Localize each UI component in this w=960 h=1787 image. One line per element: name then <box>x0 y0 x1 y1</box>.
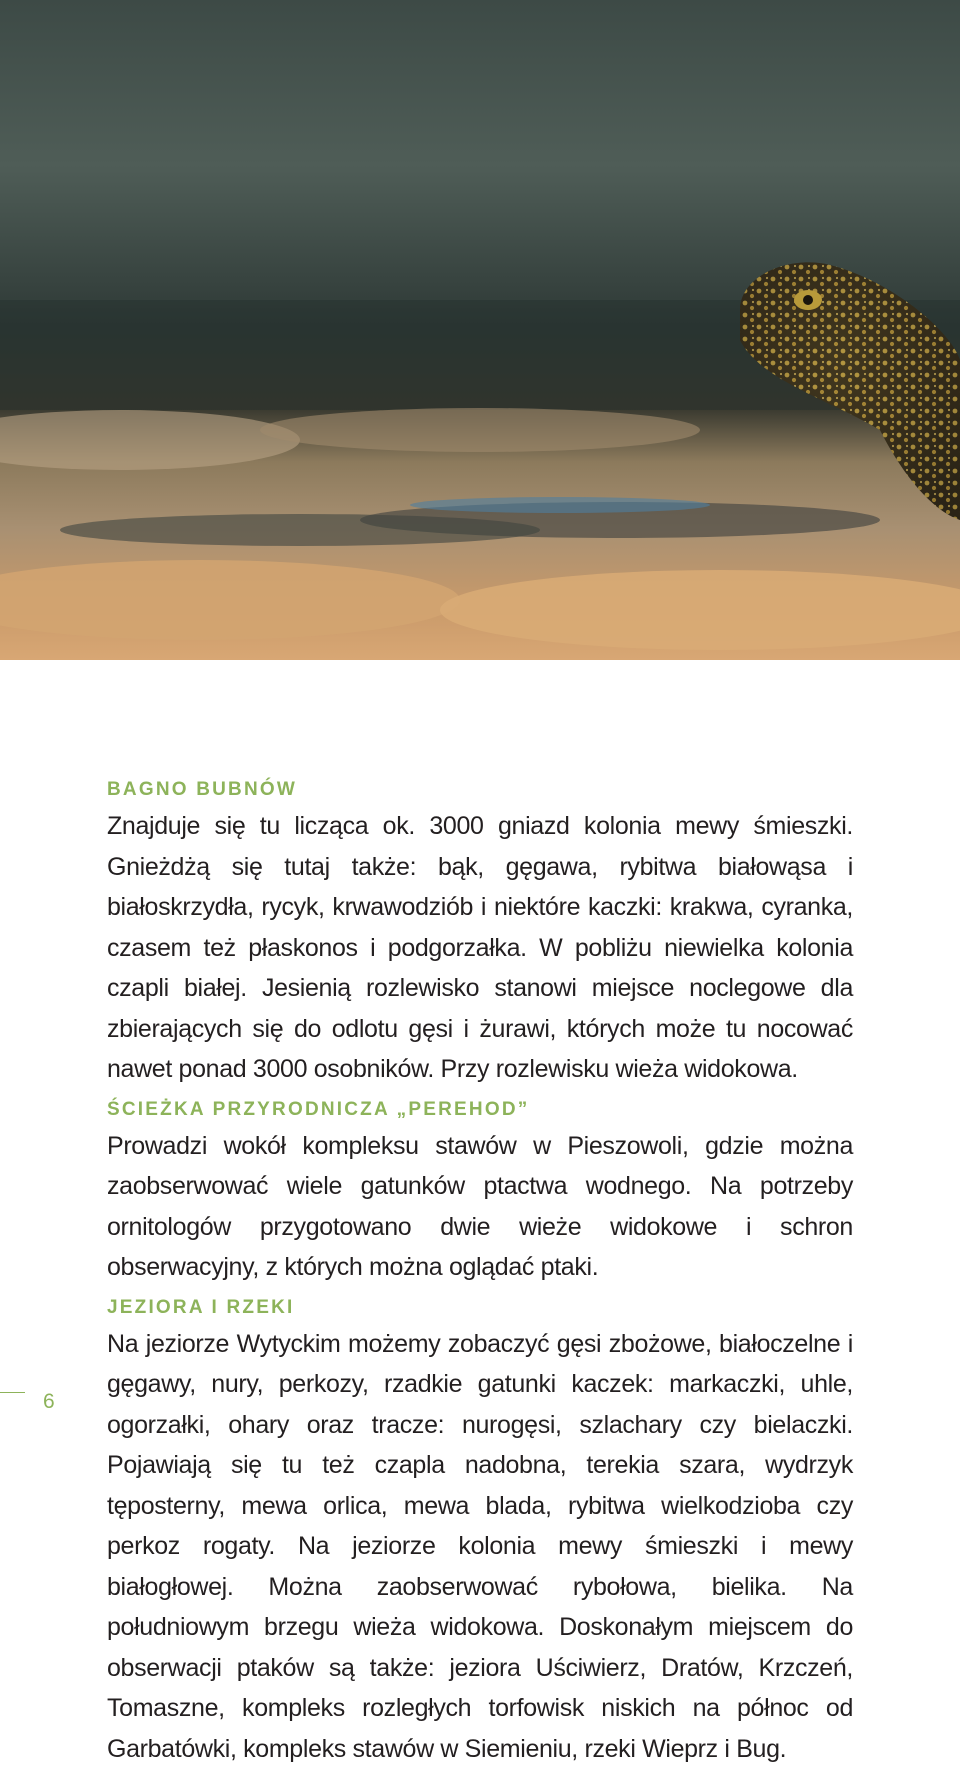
page-number: 6 <box>43 1390 55 1413</box>
section-text-bagno-bubnow: Znajduje się tu licząca ok. 3000 gniazd kolonia mewy śmieszki. Gnieżdżą się tutaj także: bąk, gęgawa, rybitwa białowąsa i białoskrzydła, rycyk, krwawodziób i niektóre kaczki: krakwa, cyranka, czasem też płaskonos i podgorzałka. W pobliżu niewielka kolonia czapli białej. Jesienią rozlewisko stanowi miejsce noclegowe dla zbierających się do odlotu gęsi i żurawi, których może tu nocować nawet ponad 3000 osobników. Przy rozlewisku wieża widokowa. <box>107 812 853 1083</box>
article-content <box>107 774 853 1773</box>
section-heading-sciezka-perehod: ŚCIEŻKA PRZYRODNICZA „PEREHOD” <box>107 1098 530 1120</box>
section-heading-bagno-bubnow: BAGNO BUBNÓW <box>107 779 297 800</box>
section-text-jeziora-i-rzeki: Na jeziorze Wytyckim możemy zobaczyć gęsi zbożowe, białoczelne i gęgawy, nury, perkozy, rzadkie gatunki kaczek: markaczki, uhle, ogorzałki, ohary oraz tracze: nurogęsi, szlachary czy bielaczki. Pojawiają się tu też czapla nadobna, terekia szara, wydrzyk tęposterny, mewa orlica, mewa blada, rybitwa wielkodzioba czy perkoz rogaty. Na jeziorze kolonia mewy śmieszki i mewy białogłowej. Można zaobserwować rybołowa, bielika. Na południowym brzegu wieża widokowa. Doskonałym miejscem do obserwacji ptaków są także: jeziora Uściwierz, Dratów, Krzczeń, Tomaszne, kompleks rozległych torfowisk niskich na północ od Garbatówki, kompleks stawów w Siemieniu, rzeki Wieprz i Bug. <box>107 1329 853 1763</box>
turtle-photo-illustration <box>0 0 960 660</box>
page-marker-line <box>0 1392 25 1393</box>
section-text-sciezka-perehod: Prowadzi wokół kompleksu stawów w Pieszowoli, gdzie można zaobserwować wiele gatunków ptactwa wodnego. Na potrzeby ornitologów przygotowano dwie wieże widokowe i schron obserwacyjny, z których można oglądać ptaki. <box>107 1131 853 1281</box>
section-heading-jeziora-i-rzeki: JEZIORA I RZEKI <box>107 1296 295 1318</box>
turtle-photo <box>0 0 960 660</box>
